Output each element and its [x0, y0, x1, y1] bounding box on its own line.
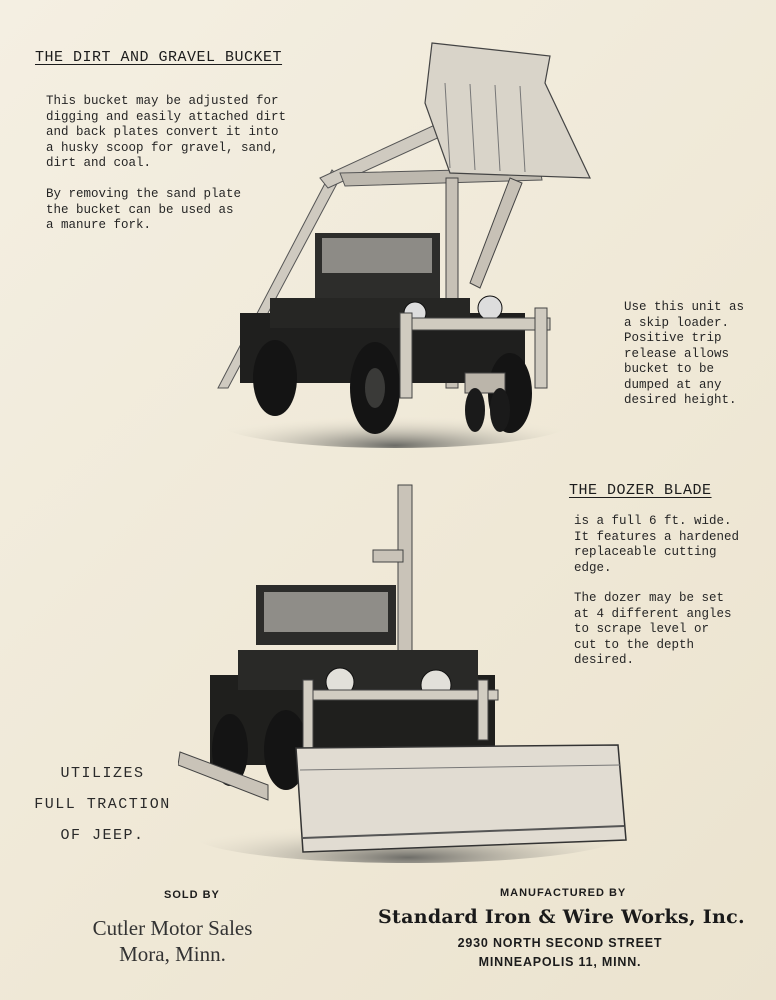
manufacturer-name: Standard Iron & Wire Works, Inc. — [378, 906, 745, 928]
skip-loader-line: dumped at any — [624, 377, 722, 392]
manufacturer-address — [430, 936, 690, 969]
dozer-angle-line: at 4 different angles — [574, 606, 732, 621]
bucket-removal-line: By removing the sand plate — [46, 187, 242, 201]
skip-loader-line: Positive trip — [624, 331, 722, 345]
sold-by-label: SOLD BY — [164, 889, 220, 901]
skip-loader-line: Use this unit as — [624, 300, 745, 314]
dozer-width-line: It features a hardened — [574, 529, 740, 544]
skip-loader-note — [624, 300, 744, 409]
tagline-line: UTILIZES — [60, 765, 145, 782]
tagline-line: OF JEEP. — [60, 827, 145, 844]
bucket-loader-jeep-photo — [210, 38, 595, 453]
traction-tagline — [20, 758, 185, 851]
dozer-angle-line: to scrape level or — [574, 622, 710, 636]
skip-loader-line: release allows — [624, 346, 730, 361]
dozer-blade-jeep-photo — [178, 480, 628, 865]
bucket-removal-line: a manure fork. — [46, 218, 152, 232]
dozer-width-line: replaceable cutting — [574, 545, 717, 559]
dealer-name: Cutler Motor Sales — [92, 916, 253, 940]
tagline-line: FULL TRACTION — [34, 796, 171, 813]
bucket-description-line: This bucket may be adjusted for — [46, 94, 279, 108]
skip-loader-line: a skip loader. — [624, 315, 730, 330]
skip-loader-line: bucket to be — [624, 362, 715, 376]
address-line: 2930 NORTH SECOND STREET — [457, 936, 663, 950]
address-line: MINNEAPOLIS 11, MINN. — [478, 955, 642, 969]
dozer-angle-line: The dozer may be set — [574, 591, 725, 605]
bucket-description-line: a husky scoop for gravel, sand, — [46, 140, 279, 155]
dealer-city: Mora, Minn. — [119, 942, 226, 966]
bucket-description-line: and back plates convert it into — [46, 125, 279, 139]
dozer-width-line: edge. — [574, 560, 612, 575]
manufactured-by-label: MANUFACTURED BY — [500, 887, 627, 899]
bucket-description-line: dirt and coal. — [46, 156, 152, 170]
dozer-angle-line: cut to the depth — [574, 637, 695, 652]
dozer-angle-line: desired. — [574, 653, 635, 667]
dealer-info — [55, 915, 290, 967]
bucket-removal-line: the bucket can be used as — [46, 202, 234, 217]
dozer-heading: THE DOZER BLADE — [569, 482, 712, 499]
skip-loader-line: desired height. — [624, 393, 737, 407]
bucket-description-line: digging and easily attached dirt — [46, 109, 287, 124]
dozer-width-line: is a full 6 ft. wide. — [574, 514, 732, 528]
bucket-heading: THE DIRT AND GRAVEL BUCKET — [35, 49, 283, 66]
